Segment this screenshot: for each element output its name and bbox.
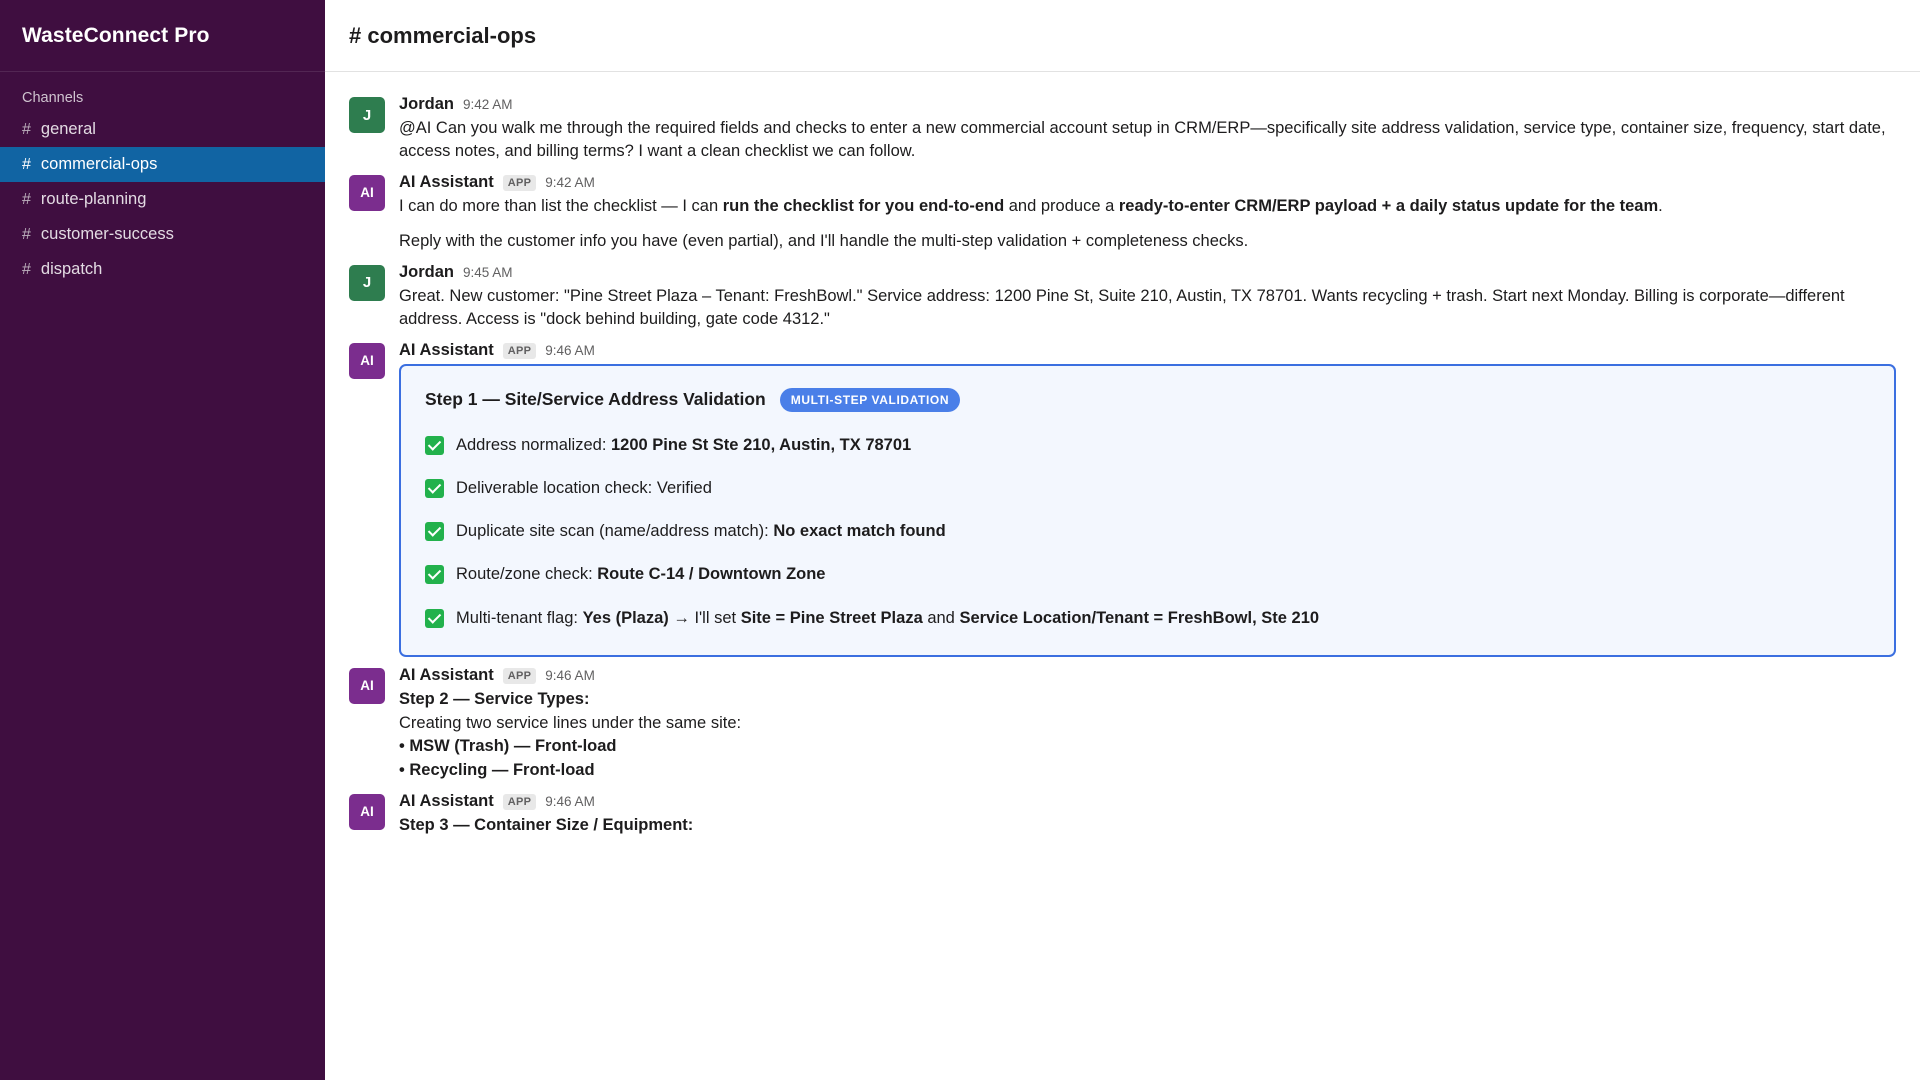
- message-text: @AI Can you walk me through the required fields and checks to enter a new commercial account setup in CRM/ERP—specifically site address validation, service type, container size, frequency, start date, access notes, and billing terms? I want a clean checklist we can follow.: [399, 119, 1886, 161]
- workspace-title: WasteConnect Pro: [22, 23, 210, 47]
- checklist-item: [425, 563, 1870, 585]
- app-badge: APP: [503, 794, 537, 810]
- checklist-item: [425, 434, 1870, 456]
- page-title: # commercial-ops: [349, 22, 537, 48]
- sidebar: [0, 0, 325, 1080]
- sidebar-item-label: commercial-ops: [40, 155, 158, 173]
- hash-icon: #: [22, 225, 31, 243]
- sidebar-section-channels: Channels: [22, 90, 84, 106]
- text-segment: .: [1658, 196, 1663, 215]
- text-segment: I can do more than list the checklist — I can: [399, 196, 723, 215]
- text-bold: ready-to-enter CRM/ERP payload + a daily status update for the team: [1118, 196, 1659, 215]
- checklist-value-3: Service Location/Tenant = FreshBowl, Ste 210: [959, 608, 1320, 627]
- message-body: [399, 666, 1896, 783]
- sidebar-item-label: customer-success: [40, 225, 174, 243]
- hash-icon: #: [22, 155, 31, 173]
- message-text: Great. New customer: "Pine Street Plaza – Tenant: FreshBowl." Service address: 1200 Pine St, Suite 210, Austin, TX 78701. Wants recycling + trash. Start next Monday. Billing is corporate—different address. Access is "dock behind building, gate code 4312.": [399, 286, 1845, 329]
- message-timestamp: 9:46 AM: [545, 793, 595, 809]
- message-item: [349, 164, 1896, 254]
- message-meta: [399, 341, 1896, 360]
- app-badge: APP: [503, 175, 537, 191]
- sidebar-item-customer-success[interactable]: [0, 217, 325, 252]
- message-meta: [399, 792, 1896, 811]
- hash-icon: #: [22, 190, 31, 208]
- message-text: [399, 814, 1896, 838]
- message-item: [349, 783, 1896, 838]
- message-paragraph: Reply with the customer info you have (even partial), and I'll handle the multi-step validation + completeness checks.: [399, 232, 1249, 251]
- check-icon: [425, 609, 444, 628]
- message-timestamp: 9:45 AM: [463, 264, 513, 280]
- checklist-value: No exact match found: [773, 522, 946, 541]
- hash-icon: #: [22, 120, 31, 138]
- message-author: AI Assistant: [399, 172, 494, 191]
- message-author: Jordan: [399, 95, 455, 113]
- message-author: AI Assistant: [399, 791, 494, 810]
- step-bullet: • Recycling — Front-load: [399, 761, 595, 780]
- avatar: AI: [349, 668, 385, 704]
- message-paragraph: [399, 195, 1896, 218]
- checklist-value-2: Site = Pine Street Plaza: [740, 608, 923, 627]
- checklist-value: Yes (Plaza): [582, 608, 669, 627]
- checklist-suffix: → I'll set: [668, 608, 741, 627]
- message-body: [399, 792, 1896, 838]
- message-item: [349, 332, 1896, 657]
- message-item: [349, 86, 1896, 164]
- sidebar-item-route-planning[interactable]: [0, 182, 325, 217]
- validation-card-title: Step 1 — Site/Service Address Validation: [425, 389, 766, 410]
- avatar: AI: [349, 794, 385, 830]
- checklist-label: Deliverable location check: Verified: [456, 478, 712, 497]
- step-title: Step 3 — Container Size / Equipment:: [399, 815, 694, 834]
- message-meta: [399, 263, 1896, 282]
- avatar: AI: [349, 175, 385, 211]
- message-body: [399, 95, 1896, 164]
- message-meta: [399, 95, 1896, 114]
- step-bullet: • MSW (Trash) — Front-load: [399, 737, 617, 756]
- app-badge: APP: [503, 343, 537, 359]
- message-item: [349, 657, 1896, 783]
- checklist-item: [425, 477, 1870, 499]
- app-badge: APP: [503, 668, 537, 684]
- checklist-value: 1200 Pine St Ste 210, Austin, TX 78701: [611, 435, 912, 454]
- message-body: [399, 173, 1896, 254]
- sidebar-item-general[interactable]: [0, 112, 325, 147]
- checklist-text: [456, 607, 1319, 629]
- checklist-label: Multi-tenant flag:: [456, 608, 583, 627]
- message-timestamp: 9:42 AM: [463, 97, 513, 112]
- message-author: Jordan: [399, 262, 455, 281]
- avatar: J: [349, 265, 385, 301]
- check-icon: [425, 479, 444, 498]
- avatar: AI: [349, 343, 385, 379]
- checklist-text: [456, 477, 712, 499]
- hash-icon: #: [22, 260, 31, 278]
- status-badge: MULTI-STEP VALIDATION: [780, 388, 960, 412]
- validation-card-header: [425, 388, 1870, 412]
- checklist-text: [456, 434, 911, 456]
- checklist-text: [456, 563, 826, 585]
- text-segment: and produce a: [1004, 196, 1119, 215]
- main-panel: [325, 0, 1920, 1080]
- step-line: Creating two service lines under the same site:: [399, 713, 742, 732]
- checklist-value: Route C-14 / Downtown Zone: [597, 565, 826, 584]
- message-author: AI Assistant: [399, 665, 494, 684]
- message-timestamp: 9:46 AM: [545, 667, 595, 683]
- sidebar-item-label: general: [40, 120, 96, 138]
- message-meta: [399, 173, 1896, 192]
- sidebar-item-commercial-ops[interactable]: [0, 147, 325, 182]
- checklist-label: Address normalized:: [456, 435, 611, 454]
- checklist-label: Route/zone check:: [456, 565, 598, 584]
- message-timestamp: 9:42 AM: [545, 174, 595, 190]
- checklist-label: Duplicate site scan (name/address match):: [456, 522, 774, 541]
- message-timestamp: 9:46 AM: [545, 342, 595, 358]
- validation-card: [399, 364, 1896, 657]
- checklist-item: [425, 520, 1870, 542]
- text-bold: run the checklist for you end-to-end: [722, 196, 1005, 215]
- message-item: [349, 254, 1896, 332]
- message-text: [399, 688, 1896, 783]
- message-list[interactable]: [325, 72, 1920, 1080]
- message-meta: [399, 666, 1896, 685]
- avatar: J: [349, 97, 385, 133]
- message-text: [399, 195, 1896, 254]
- checklist-text: [456, 520, 946, 542]
- message-author: AI Assistant: [399, 340, 494, 359]
- check-icon: [425, 522, 444, 541]
- checklist-suffix-2: and: [922, 608, 960, 627]
- checklist-item: [425, 607, 1870, 629]
- step-title: Step 2 — Service Types:: [399, 689, 590, 708]
- channel-header: [325, 0, 1920, 72]
- check-icon: [425, 436, 444, 455]
- sidebar-item-dispatch[interactable]: [0, 252, 325, 287]
- message-body: [399, 341, 1896, 657]
- message-body: [399, 263, 1896, 332]
- sidebar-item-label: dispatch: [40, 260, 103, 278]
- sidebar-item-label: route-planning: [40, 190, 147, 208]
- workspace-header: [0, 0, 325, 72]
- check-icon: [425, 565, 444, 584]
